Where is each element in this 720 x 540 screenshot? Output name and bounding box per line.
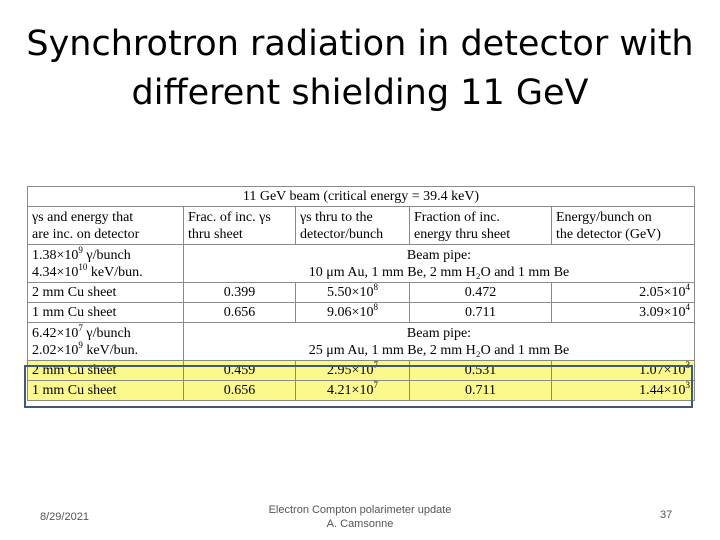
table-header-row — [28, 207, 695, 245]
fraction-cell: 0.399 — [184, 283, 296, 303]
group2-beam-pipe: Beam pipe: 25 μm Au, 1 mm Be, 2 mm H₂O and 1 mm Be — [184, 323, 695, 361]
slide-title-line-1: Synchrotron radiation in detector with — [26, 24, 694, 64]
group1-incident-row — [28, 245, 695, 283]
gammas-thru-cell: $9.06\times 10^8$ — [296, 303, 410, 323]
group1-beam-pipe: Beam pipe: 10 μm Au, 1 mm Be, 2 mm H₂O and 1 mm Be — [184, 245, 695, 283]
table-caption: 11 GeV beam (critical energy = 39.4 keV) — [28, 187, 695, 207]
table-row — [28, 381, 695, 401]
fraction-cell: 0.656 — [184, 303, 296, 323]
gammas-thru-cell: $2.95\times 10^7$ — [296, 361, 410, 381]
header-energy-per-bunch: Energy/bunch on the detector (GeV) — [552, 207, 695, 245]
group2-incident-row — [28, 323, 695, 361]
energy-fraction-cell: 0.531 — [410, 361, 552, 381]
group1-incident-cell: $1.38\times 10^9$ γ/bunch $4.34\times 10^{10}$ keV/bun. — [28, 245, 184, 283]
table-row — [28, 361, 695, 381]
table-row — [28, 303, 695, 323]
header-incident: γs and energy that are inc. on detector — [28, 207, 184, 245]
gammas-thru-cell: $4.21\times 10^7$ — [296, 381, 410, 401]
energy-bunch-cell: $3.09\times 10^4$ — [552, 303, 695, 323]
synchrotron-shielding-table — [27, 186, 695, 401]
slide-title — [20, 20, 700, 118]
sheet-cell: 1 mm Cu sheet — [28, 381, 184, 401]
sheet-cell: 1 mm Cu sheet — [28, 303, 184, 323]
fraction-cell: 0.459 — [184, 361, 296, 381]
footer-author: A. Camsonne — [326, 518, 394, 530]
footer-page-number: 37 — [660, 509, 673, 521]
energy-bunch-cell: $2.05\times 10^4$ — [552, 283, 695, 303]
energy-bunch-cell: $1.44\times 10^3$ — [552, 381, 695, 401]
header-fraction-gammas: Frac. of inc. γs thru sheet — [184, 207, 296, 245]
table-row — [28, 283, 695, 303]
fraction-cell: 0.656 — [184, 381, 296, 401]
sheet-cell: 2 mm Cu sheet — [28, 361, 184, 381]
table-caption-row — [28, 187, 695, 207]
group2-incident-cell: $6.42\times 10^7$ γ/bunch $2.02\times 10^9$ keV/bun. — [28, 323, 184, 361]
sheet-cell: 2 mm Cu sheet — [28, 283, 184, 303]
slide-title-line-2: different shielding 11 GeV — [131, 73, 589, 113]
gammas-thru-cell: $5.50\times 10^8$ — [296, 283, 410, 303]
energy-fraction-cell: 0.711 — [410, 303, 552, 323]
energy-fraction-cell: 0.711 — [410, 381, 552, 401]
energy-bunch-cell: $1.07\times 10^3$ — [552, 361, 695, 381]
energy-fraction-cell: 0.472 — [410, 283, 552, 303]
footer-center-text — [250, 503, 470, 531]
header-energy-fraction: Fraction of inc. energy thru sheet — [410, 207, 552, 245]
header-gammas-thru: γs thru to the detector/bunch — [296, 207, 410, 245]
footer-date: 8/29/2021 — [40, 511, 89, 523]
footer-talk-title: Electron Compton polarimeter update — [268, 504, 452, 516]
